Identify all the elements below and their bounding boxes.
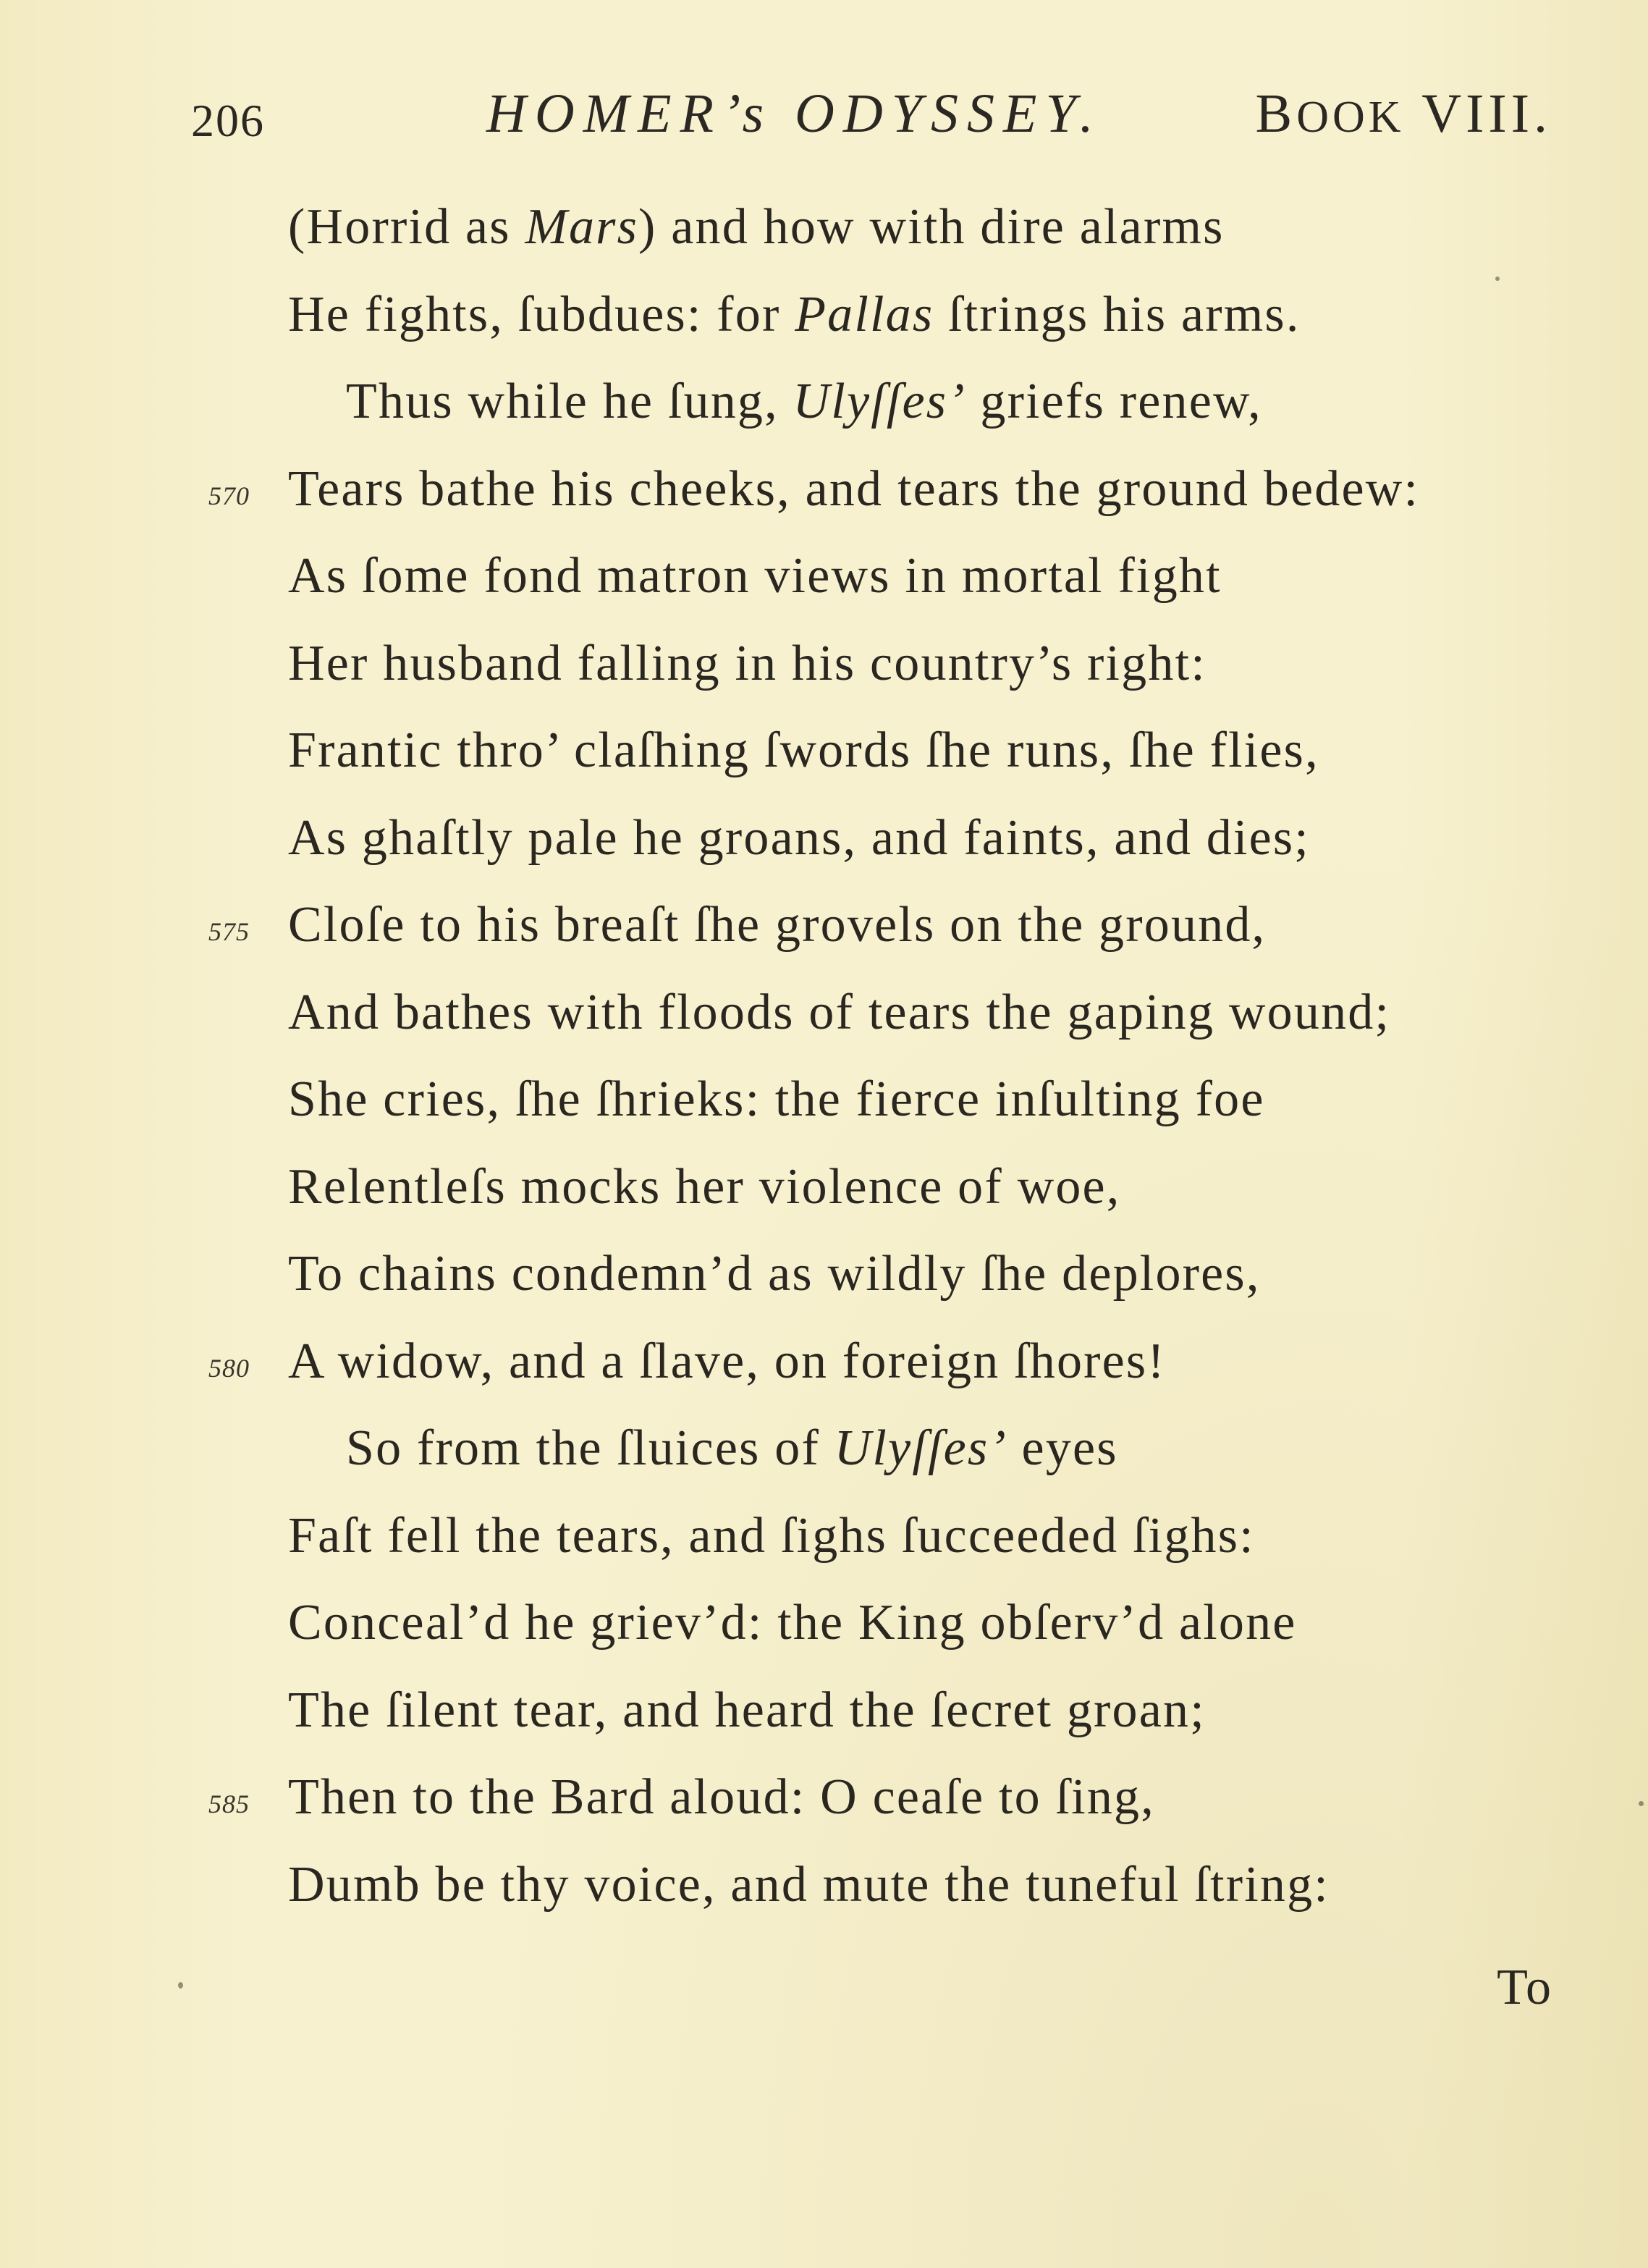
verse-text xyxy=(288,1682,1206,1740)
verse-line xyxy=(0,1677,1648,1750)
verse-segment: So from the ſluices of xyxy=(346,1420,834,1476)
paper-speck xyxy=(1639,1801,1644,1806)
verse-segment: Her husband falling in his country’s right: xyxy=(288,636,1207,691)
verse-line xyxy=(0,456,1648,528)
verse-text xyxy=(346,1420,1118,1477)
verse-line xyxy=(0,368,1648,441)
running-title: HOMER’s ODYSSEY. xyxy=(486,83,1102,144)
paper-speck xyxy=(178,1982,183,1989)
verse-segment: A widow, and a ſlave, on foreign ſhores! xyxy=(288,1333,1166,1389)
verse-line xyxy=(0,717,1648,790)
verse-text xyxy=(288,635,1207,693)
verse-text xyxy=(288,1245,1261,1303)
catchword: To xyxy=(1497,1960,1552,2015)
line-number: 580 xyxy=(208,1354,250,1383)
italic-name: Pallas xyxy=(795,287,934,342)
verse-segment: ) and how with dire alarms xyxy=(638,199,1225,255)
verse-line xyxy=(0,1852,1648,1924)
verse-text xyxy=(288,547,1222,605)
verse-segment: She cries, ſhe ſhrieks: the fierce inſulting foe xyxy=(288,1071,1265,1127)
verse-line xyxy=(0,1154,1648,1226)
verse-segment: Frantic thro’ claſhing ſwords ſhe runs, ſhe flies, xyxy=(288,722,1319,778)
italic-name: Ulyſſes’ xyxy=(834,1420,1007,1476)
verse-text xyxy=(288,1594,1297,1652)
verse-line xyxy=(0,194,1648,266)
verse-segment: And bathes with floods of tears the gaping wound; xyxy=(288,985,1391,1040)
verse-line xyxy=(0,1590,1648,1662)
verse-text xyxy=(288,1507,1255,1565)
verse-segment: griefs renew, xyxy=(965,374,1262,429)
verse-segment: As ſome fond matron views in mortal fight xyxy=(288,548,1222,604)
verse-text xyxy=(288,198,1225,256)
verse-text xyxy=(288,809,1310,867)
verse-segment: Conceal’d he griev’d: the King obſerv’d alone xyxy=(288,1595,1297,1651)
verse-text xyxy=(346,373,1262,431)
book-label xyxy=(1256,83,1552,146)
verse-line xyxy=(0,543,1648,615)
verse-segment: To chains condemn’d as wildly ſhe deplores, xyxy=(288,1246,1261,1302)
verse-segment: ſtrings his arms. xyxy=(934,287,1301,342)
line-number: 570 xyxy=(208,481,250,510)
verse-segment: The ſilent tear, and heard the ſecret groan; xyxy=(288,1682,1206,1738)
verse-segment: Faſt fell the tears, and ſighs ſucceeded ſighs: xyxy=(288,1508,1255,1564)
book-word-initial: B xyxy=(1255,83,1297,144)
verse-segment: Cloſe to his breaſt ſhe grovels on the ground, xyxy=(288,897,1267,953)
verse-line xyxy=(0,1241,1648,1313)
italic-name: Ulyſſes’ xyxy=(793,374,966,429)
line-number: 585 xyxy=(208,1789,250,1818)
verse-text xyxy=(288,1333,1166,1391)
verse-text xyxy=(288,1071,1265,1129)
verse-segment: Dumb be thy voice, and mute the tuneful ſtring: xyxy=(288,1857,1330,1913)
verse-segment: Relentleſs mocks her violence of woe, xyxy=(288,1159,1121,1215)
verse-line xyxy=(0,805,1648,877)
italic-name: Mars xyxy=(525,199,639,255)
page-header xyxy=(191,78,1552,158)
line-number: 575 xyxy=(208,917,250,946)
book-numeral: VIII. xyxy=(1421,83,1552,144)
verse-line xyxy=(0,282,1648,354)
verse-segment: eyes xyxy=(1007,1420,1118,1476)
verse-text xyxy=(288,1856,1330,1914)
verse-line xyxy=(0,1328,1648,1401)
verse-segment: He fights, ſubdues: for xyxy=(288,287,795,342)
verse-text xyxy=(288,722,1319,780)
verse-text xyxy=(288,896,1266,954)
verse-text xyxy=(288,1769,1155,1826)
verse-line xyxy=(0,979,1648,1052)
verse-line xyxy=(0,1066,1648,1139)
book-word-rest: OOK xyxy=(1296,93,1405,142)
verse-text xyxy=(288,286,1301,344)
verse-text xyxy=(288,460,1419,518)
verse-line xyxy=(0,1415,1648,1488)
verse-line xyxy=(0,892,1648,964)
paper-speck xyxy=(1495,277,1500,281)
page-number: 206 xyxy=(191,95,265,146)
verse-segment: As ghaſtly pale he groans, and faints, and dies; xyxy=(288,810,1310,866)
verse-segment: Then to the Bard aloud: O ceaſe to ſing, xyxy=(288,1769,1155,1825)
verse-line xyxy=(0,1764,1648,1837)
verse-segment: Tears bathe his cheeks, and tears the ground bedew: xyxy=(288,461,1420,517)
verse-text xyxy=(288,1158,1121,1216)
verse-line xyxy=(0,1503,1648,1575)
verse-segment: (Horrid as xyxy=(288,199,525,255)
verse-line xyxy=(0,631,1648,703)
verse-text xyxy=(288,984,1390,1042)
verse-segment: Thus while he ſung, xyxy=(346,374,793,429)
